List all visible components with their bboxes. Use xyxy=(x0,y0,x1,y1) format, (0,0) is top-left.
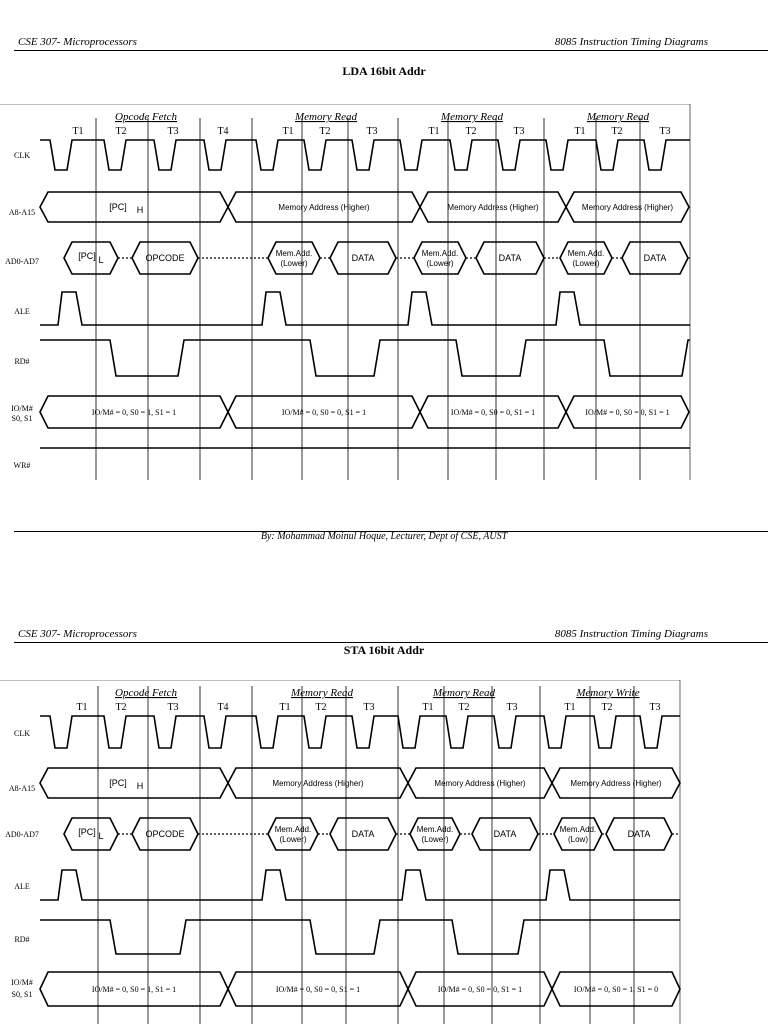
pc-low-subscript: L xyxy=(98,255,104,265)
tstate-label: T4 xyxy=(217,702,229,713)
mem-add-lower-label: (Low) xyxy=(567,835,589,844)
data-label: OPCODE xyxy=(145,253,185,263)
tstate-label: T2 xyxy=(601,702,613,713)
header-rule xyxy=(14,50,768,51)
mem-add-label: Mem.Add. xyxy=(567,249,605,258)
machine-cycle-label: Memory Read xyxy=(432,687,496,699)
tstate-label: T3 xyxy=(649,702,661,713)
address-low-segment xyxy=(268,818,318,850)
address-low-segment xyxy=(414,242,466,274)
sta-timing-diagram xyxy=(0,680,768,1024)
tstate-label: T3 xyxy=(167,126,179,137)
tstate-label: T3 xyxy=(363,702,375,713)
machine-cycle-label: Opcode Fetch xyxy=(115,687,177,699)
pc-low-label: [PC] xyxy=(78,251,96,261)
pc-low-label: [PC] xyxy=(78,827,96,837)
tstate-label: T3 xyxy=(366,126,378,137)
signal-label: CLK xyxy=(14,151,30,160)
clk-waveform xyxy=(40,716,680,748)
signal-label: ALE xyxy=(14,882,30,891)
machine-cycle-label: Memory Write xyxy=(576,687,640,699)
memory-address-higher-label: Memory Address (Higher) xyxy=(434,779,526,788)
header-course: CSE 307- Microprocessors xyxy=(18,628,137,640)
rd-waveform xyxy=(40,340,690,376)
tstate-label: T1 xyxy=(574,126,586,137)
lda-timing-diagram xyxy=(0,104,768,484)
memory-address-higher-label: Memory Address (Higher) xyxy=(570,779,662,788)
machine-cycle-label: Memory Read xyxy=(290,687,354,699)
mem-add-lower-label: (Lower) xyxy=(279,835,307,844)
pc-high-label: [PC] xyxy=(109,202,127,212)
signal-label: AD0-AD7 xyxy=(5,830,39,839)
mem-add-label: Mem.Add. xyxy=(416,825,454,834)
memory-address-higher-label: Memory Address (Higher) xyxy=(447,203,539,212)
diagram-title: STA 16bit Addr xyxy=(343,643,425,657)
mem-add-label: Mem.Add. xyxy=(559,825,597,834)
address-low-segment xyxy=(268,242,320,274)
status-values-label: IO/M# = 0, S0 = 1, S1 = 1 xyxy=(91,985,177,994)
footer-author: By: Mohammad Moinul Hoque, Lecturer, Dept of CSE, AUST xyxy=(260,531,508,542)
mem-add-lower-label: (Lower) xyxy=(421,835,449,844)
tstate-label: T3 xyxy=(167,702,179,713)
status-values-label: IO/M# = 0, S0 = 1, S1 = 0 xyxy=(573,985,659,994)
status-values-label: IO/M# = 0, S0 = 1, S1 = 1 xyxy=(91,408,177,417)
data-label: OPCODE xyxy=(145,829,185,839)
tstate-label: T3 xyxy=(506,702,518,713)
pc-high-label: [PC] xyxy=(109,778,127,788)
signal-label: WR# xyxy=(13,461,31,470)
tstate-label: T1 xyxy=(279,702,291,713)
tstate-label: T1 xyxy=(422,702,434,713)
diagram-title: LDA 16bit Addr xyxy=(342,64,426,78)
memory-address-higher-label: Memory Address (Higher) xyxy=(581,203,674,212)
signal-label: A8-A15 xyxy=(8,208,36,217)
tstate-label: T2 xyxy=(611,126,623,137)
signal-label: ALE xyxy=(14,307,30,316)
signal-label: AD0-AD7 xyxy=(5,257,39,266)
signal-label: IO/M# xyxy=(11,404,33,413)
signal-label: S0, S1 xyxy=(11,990,33,999)
machine-cycle-label: Memory Read xyxy=(294,111,358,123)
mem-add-label: Mem.Add. xyxy=(274,825,312,834)
signal-label: IO/M# xyxy=(11,978,33,987)
clk-waveform xyxy=(40,140,690,170)
tstate-label: T1 xyxy=(564,702,576,713)
memory-address-higher-label: Memory Address (Higher) xyxy=(272,779,364,788)
machine-cycle-label: Memory Read xyxy=(440,111,504,123)
mem-add-label: Mem.Add. xyxy=(275,249,313,258)
tstate-label: T1 xyxy=(76,702,88,713)
data-label: DATA xyxy=(351,829,375,839)
tstate-label: T2 xyxy=(465,126,477,137)
rd-waveform xyxy=(40,920,680,954)
pc-high-subscript: H xyxy=(136,781,144,791)
ale-waveform xyxy=(40,870,680,900)
pc-high-subscript: H xyxy=(136,205,144,215)
signal-label: S0, S1 xyxy=(11,414,33,423)
tstate-label: T2 xyxy=(458,702,470,713)
address-low-segment xyxy=(554,818,602,850)
header-topic: 8085 Instruction Timing Diagrams xyxy=(554,36,708,48)
data-label: DATA xyxy=(351,253,375,263)
tstate-label: T2 xyxy=(315,702,327,713)
header-topic: 8085 Instruction Timing Diagrams xyxy=(554,628,708,640)
tstate-label: T2 xyxy=(115,702,127,713)
status-values-label: IO/M# = 0, S0 = 0, S1 = 1 xyxy=(281,408,367,417)
signal-label: RD# xyxy=(14,357,30,366)
header-course: CSE 307- Microprocessors xyxy=(18,36,137,48)
tstate-label: T2 xyxy=(115,126,127,137)
signal-label: RD# xyxy=(14,935,30,944)
mem-add-lower-label: (Lower) xyxy=(426,259,454,268)
status-values-label: IO/M# = 0, S0 = 0, S1 = 1 xyxy=(275,985,361,994)
pc-low-subscript: L xyxy=(98,831,104,841)
mem-add-label: Mem.Add. xyxy=(421,249,459,258)
tstate-label: T1 xyxy=(72,126,84,137)
status-values-label: IO/M# = 0, S0 = 0, S1 = 1 xyxy=(585,408,670,417)
mem-add-lower-label: (Lower) xyxy=(572,259,600,268)
data-label: DATA xyxy=(643,253,667,263)
address-low-segment xyxy=(410,818,460,850)
address-low-segment xyxy=(560,242,612,274)
mem-add-lower-label: (Lower) xyxy=(280,259,308,268)
tstate-label: T1 xyxy=(282,126,294,137)
machine-cycle-label: Opcode Fetch xyxy=(115,111,177,123)
data-label: DATA xyxy=(493,829,517,839)
ale-waveform xyxy=(40,292,690,325)
tstate-label: T2 xyxy=(319,126,331,137)
signal-label: CLK xyxy=(14,729,30,738)
data-label: DATA xyxy=(627,829,651,839)
status-values-label: IO/M# = 0, S0 = 0, S1 = 1 xyxy=(437,985,523,994)
signal-label: A8-A15 xyxy=(8,784,36,793)
machine-cycle-label: Memory Read xyxy=(586,111,650,123)
data-label: DATA xyxy=(498,253,522,263)
tstate-label: T4 xyxy=(217,126,229,137)
tstate-label: T1 xyxy=(428,126,440,137)
tstate-label: T3 xyxy=(513,126,525,137)
memory-address-higher-label: Memory Address (Higher) xyxy=(278,203,370,212)
status-values-label: IO/M# = 0, S0 = 0, S1 = 1 xyxy=(450,408,536,417)
tstate-label: T3 xyxy=(659,126,671,137)
